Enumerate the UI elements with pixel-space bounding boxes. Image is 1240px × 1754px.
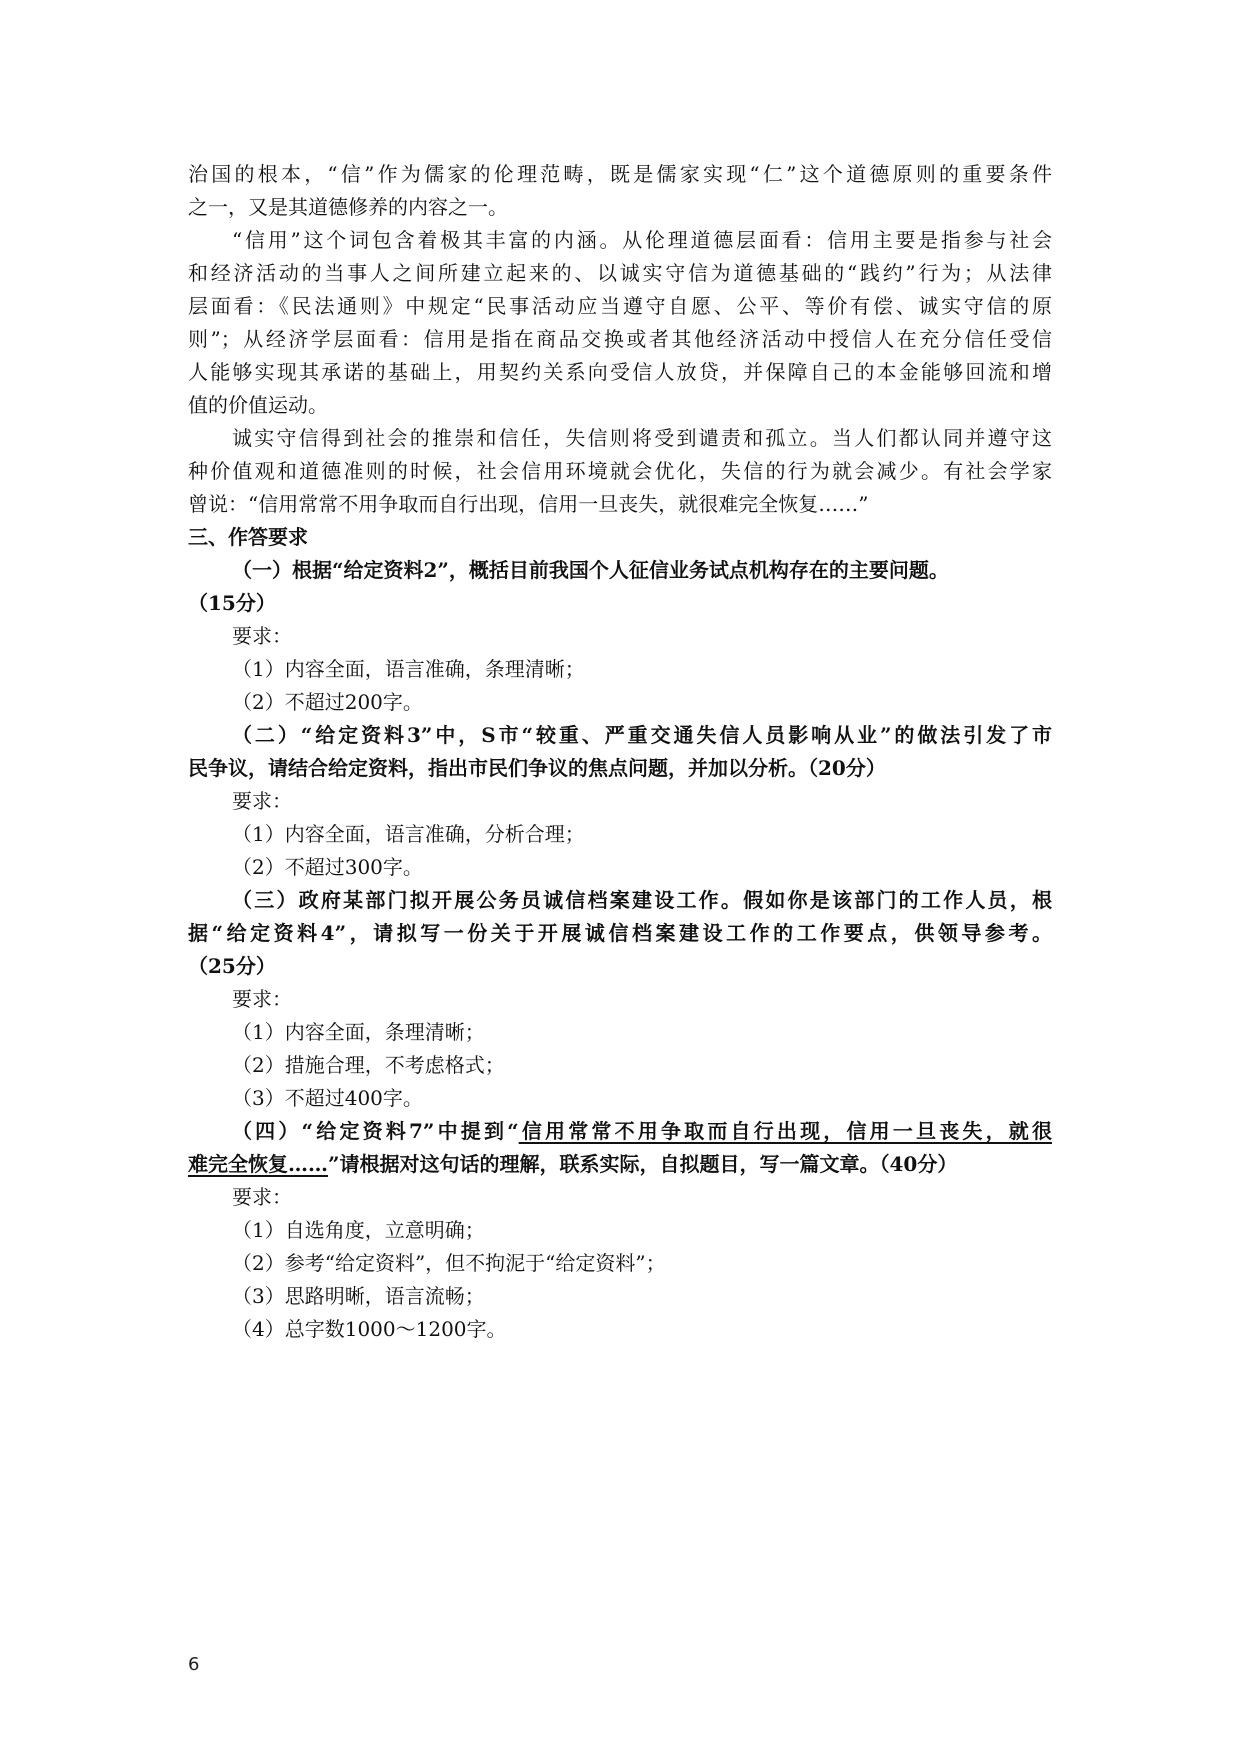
question-line: （一）根据“给定资料2”，概括目前我国个人征信业务试点机构存在的主要问题。 (232, 558, 949, 582)
paragraph-line: 值的价值运动。 (188, 393, 328, 417)
requirements-label: 要求： (232, 789, 292, 813)
document-page (188, 158, 1052, 1346)
paragraph-line: 治国的根本，“信”作为儒家的伦理范畴，既是儒家实现“仁”这个道德原则的重要条件 (188, 162, 1052, 186)
paragraph-line: 和经济活动的当事人之间所建立起来的、以诚实守信为道德基础的“践约”行为；从法律 (188, 261, 1052, 285)
question-1 (188, 554, 1052, 719)
requirement-item: （3）思路明晰，语言流畅； (232, 1284, 485, 1308)
quoted-text-underlined: 难完全恢复…… (188, 1152, 328, 1176)
requirement-item: （1）内容全面，语言准确，条理清晰； (232, 657, 585, 681)
requirement-item: （1）内容全面，条理清晰； (232, 1020, 485, 1044)
paragraph-line: 则”；从经济学层面看：信用是指在商品交换或者其他经济活动中授信人在充分信任受信 (188, 327, 1052, 351)
question-line: （二）“给定资料3”中，S市“较重、严重交通失信人员影响从业”的做法引发了市 (232, 723, 1052, 747)
paragraph-line: 层面看：《民法通则》中规定“民事活动应当遵守自愿、公平、等价有偿、诚实守信的原 (188, 294, 1052, 318)
paragraph-line: 曾说：“信用常常不用争取而自行出现，信用一旦丧失，就很难完全恢复……” (188, 492, 869, 516)
question-line: 民争议，请结合给定资料，指出市民们争议的焦点问题，并加以分析。（20分） (188, 756, 886, 780)
requirement-item: （2）不超过300字。 (232, 855, 423, 879)
paragraph-line: 种价值观和道德准则的时候，社会信用环境就会优化，失信的行为就会减少。有社会学家 (188, 459, 1052, 483)
quoted-text-underlined: 信用常常不用争取而自行出现，信用一旦丧失，就很 (518, 1119, 1052, 1143)
requirement-item: （1）自选角度，立意明确； (232, 1218, 485, 1242)
question-line: （15分） (188, 591, 276, 615)
paragraph-line: 之一，又是其道德修养的内容之一。 (188, 195, 508, 219)
requirement-item: （2）参考“给定资料”，但不拘泥于“给定资料”； (232, 1251, 666, 1275)
intro-paragraph-1 (188, 158, 1052, 224)
page-number: 6 (188, 1654, 200, 1675)
question-line: 据“给定资料4”，请拟写一份关于开展诚信档案建设工作的工作要点，供领导参考。 (188, 921, 1052, 945)
paragraph-line: “信用”这个词包含着极其丰富的内涵。从伦理道德层面看：信用主要是指参与社会 (232, 228, 1052, 252)
section-title: 三、作答要求 (188, 525, 308, 549)
question-line (188, 1115, 1052, 1148)
question-text: ”请根据对这句话的理解，联系实际，自拟题目，写一篇文章。（40分） (328, 1152, 958, 1176)
requirement-item: （1）内容全面，语言准确，分析合理； (232, 822, 585, 846)
paragraph-line: 诚实守信得到社会的推崇和信任，失信则将受到谴责和孤立。当人们都认同并遵守这 (232, 426, 1052, 450)
question-line (188, 1148, 1052, 1181)
intro-paragraph-3 (188, 422, 1052, 521)
question-2 (188, 719, 1052, 884)
question-3 (188, 884, 1052, 1115)
question-text: （四）“给定资料7”中提到“ (232, 1119, 519, 1143)
requirement-item: （2）不超过200字。 (232, 690, 423, 714)
requirements-label: 要求： (232, 1185, 292, 1209)
paragraph-line: 人能够实现其承诺的基础上，用契约关系向受信人放贷，并保障自己的本金能够回流和增 (188, 360, 1052, 384)
requirement-item: （4）总字数1000～1200字。 (232, 1317, 507, 1341)
requirements-label: 要求： (232, 624, 292, 648)
question-line: （三）政府某部门拟开展公务员诚信档案建设工作。假如你是该部门的工作人员，根 (232, 888, 1052, 912)
question-4 (188, 1115, 1052, 1346)
requirements-label: 要求： (232, 987, 292, 1011)
intro-paragraph-2 (188, 224, 1052, 422)
question-line: （25分） (188, 954, 276, 978)
requirement-item: （2）措施合理，不考虑格式； (232, 1053, 505, 1077)
requirement-item: （3）不超过400字。 (232, 1086, 423, 1110)
